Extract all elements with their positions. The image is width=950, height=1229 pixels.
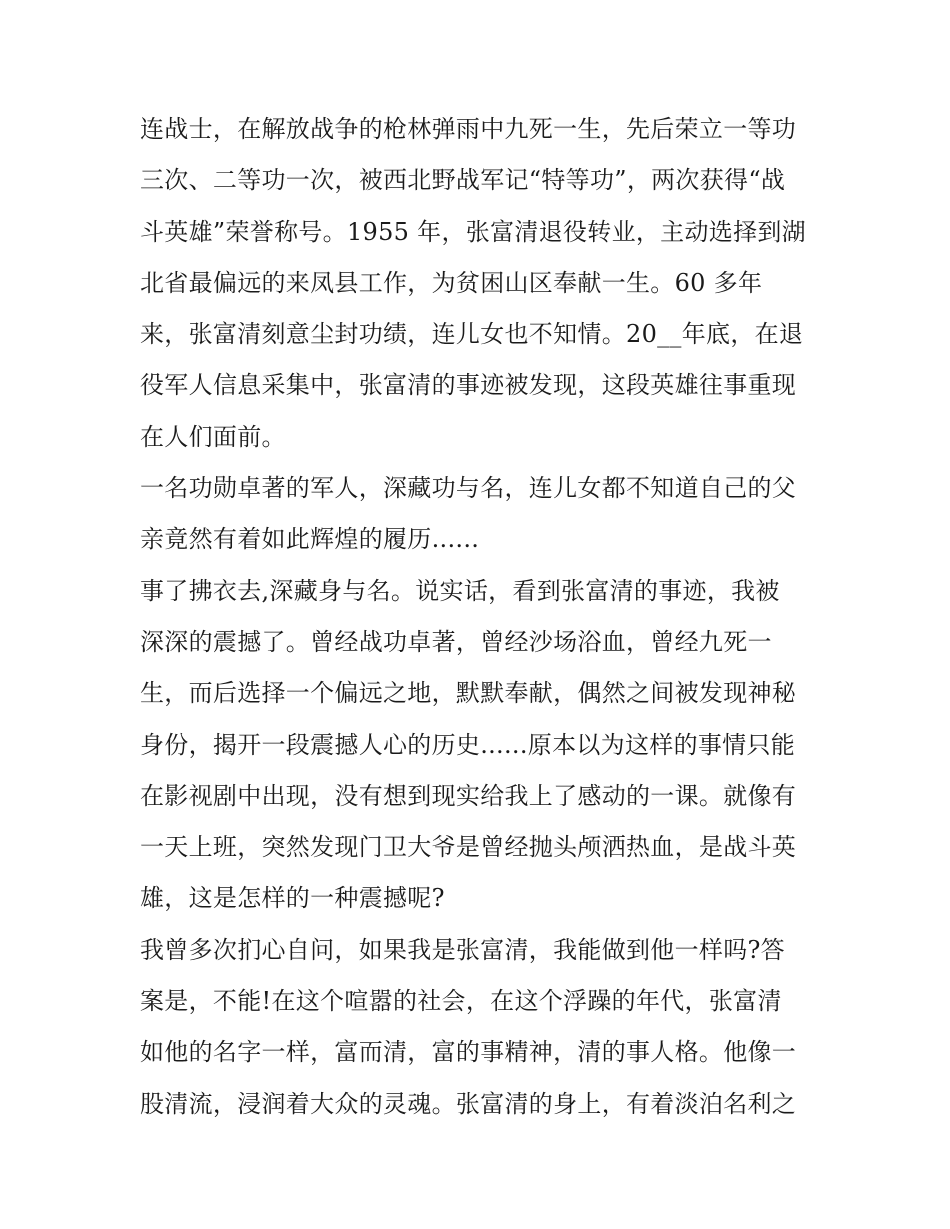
- body-text: [140, 104, 820, 1130]
- text-line: 来，张富清刻意尘封功绩，连儿女也不知情。20__年底，在退: [140, 320, 804, 349]
- text-line: 深深的震撼了。曾经战功卓著，曾经沙场浴血，曾经九死一: [140, 627, 772, 656]
- text-line: 股清流，浸润着大众的灵魂。张富清的身上，有着淡泊名利之: [140, 1089, 797, 1118]
- text-line: 亲竟然有着如此辉煌的履历......: [140, 525, 480, 554]
- text-line: 连战士，在解放战争的枪林弹雨中九死一生，先后荣立一等功: [140, 115, 797, 143]
- text-line: 在人们面前。: [140, 422, 286, 451]
- text-line: 三次、二等功一次，被西北野战军记“特等功”，两次获得“战: [140, 166, 786, 195]
- text-line: 北省最偏远的来凤县工作，为贫困山区奉献一生。60 多年: [140, 268, 763, 297]
- text-line: 斗英雄”荣誉称号。1955 年，张富清退役转业，主动选择到湖: [140, 217, 806, 246]
- text-line: 我曾多次扪心自问，如果我是张富清，我能做到他一样吗?答: [140, 935, 785, 964]
- text-line: 一名功勋卓著的军人，深藏功与名，连儿女都不知道自己的父: [140, 474, 797, 503]
- text-line: 事了拂衣去,深藏身与名。说实话，看到张富清的事迹，我被: [140, 576, 780, 605]
- text-line: 雄，这是怎样的一种震撼呢?: [140, 884, 445, 913]
- text-line: 如他的名字一样，富而清，富的事精神，清的事人格。他像一: [140, 1038, 797, 1067]
- text-line: 在影视剧中出现，没有想到现实给我上了感动的一课。就像有: [140, 781, 797, 810]
- text-line: 身份，揭开一段震撼人心的历史......原本以为这样的事情只能: [140, 730, 796, 759]
- text-line: 役军人信息采集中，张富清的事迹被发现，这段英雄往事重现: [140, 371, 797, 400]
- text-line: 生，而后选择一个偏远之地，默默奉献，偶然之间被发现神秘: [140, 679, 797, 708]
- text-line: 案是，不能!在这个喧嚣的社会，在这个浮躁的年代，张富清: [140, 987, 782, 1016]
- text-line: 一天上班，突然发现门卫大爷是曾经抛头颅洒热血，是战斗英: [140, 833, 797, 862]
